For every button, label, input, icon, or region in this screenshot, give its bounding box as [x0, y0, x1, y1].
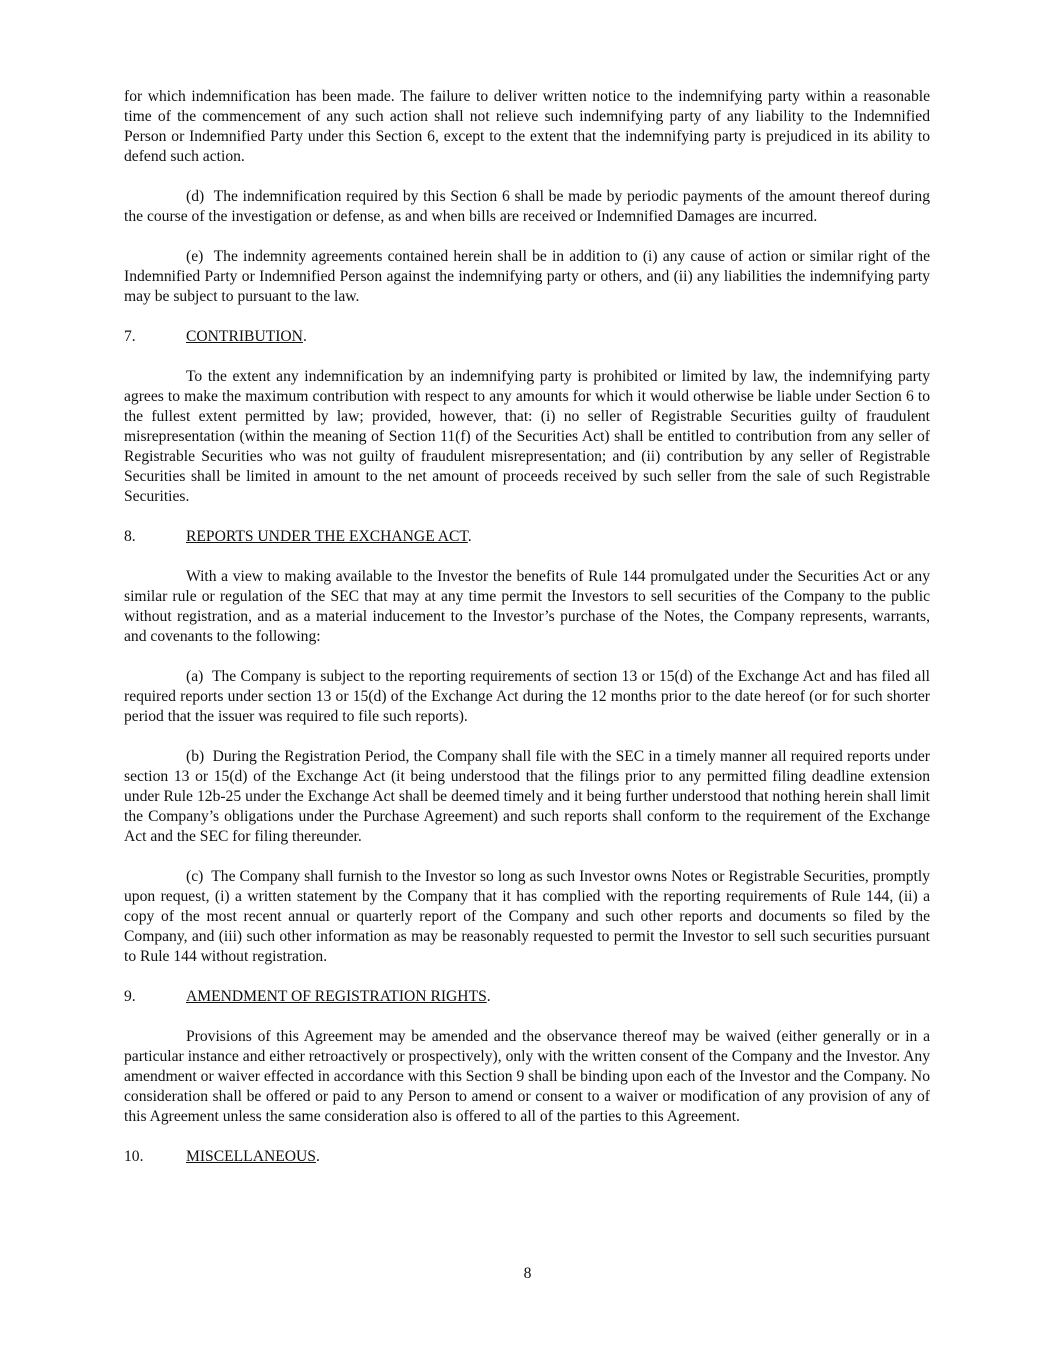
document-page: [124, 87, 930, 1187]
section-7-number: 7.: [124, 328, 136, 345]
paragraph-6e: (e) The indemnity agreements contained herein shall be in addition to (i) any cause of action or similar right of the Indemnified Party or Indemnified Person against the indemnifying party or others, and (ii) any liabilities the indemnifying party may be subject to pursuant to the law.: [124, 248, 930, 305]
section-8-heading: [124, 527, 930, 547]
section-9-title-suffix: .: [486, 988, 491, 1005]
paragraph-9: Provisions of this Agreement may be amended and the observance thereof may be waived (either generally or in a particular instance and either retroactively or prospectively), only with the written consent of the Company and the Investor. Any amendment or waiver effected in accordance with this Section 9 shall be binding upon each of the Investor and the Company. No consideration shall be offered or paid to any Person to amend or consent to a waiver or modification of any provision of any of this Agreement unless the same consideration also is offered to all of the parties to this Agreement.: [124, 1028, 930, 1125]
section-7-title: CONTRIBUTION: [186, 328, 303, 345]
paragraph-6c-continuation: for which indemnification has been made. The failure to deliver written notice to the indemnifying party within a reasonable time of the commencement of any such action shall not relieve such indemnifying party of any liability to the Indemnified Person or Indemnified Party under this Section 6, except to the extent that the indemnifying party is prejudiced in its ability to defend such action.: [124, 88, 930, 165]
paragraph-8b: (b) During the Registration Period, the Company shall file with the SEC in a timely manner all required reports under section 13 or 15(d) of the Exchange Act (it being understood that the filings prior to any permitted filing deadline extension under Rule 12b-25 under the Exchange Act shall be deemed timely and it being further understood that nothing herein shall limit the Company’s obligations under the Purchase Agreement) and such reports shall conform to the requirement of the Exchange Act and the SEC for filing thereunder.: [124, 748, 930, 845]
section-9-title: AMENDMENT OF REGISTRATION RIGHTS: [186, 988, 487, 1005]
section-7-heading: [124, 327, 930, 347]
paragraph-8c: (c) The Company shall furnish to the Investor so long as such Investor owns Notes or Registrable Securities, promptly upon request, (i) a written statement by the Company that it has complied with the reporting requirements of Rule 144, (ii) a copy of the most recent annual or quarterly report of the Company and such other reports and documents so filed by the Company, and (iii) such other information as may be reasonably requested to permit the Investor to sell such securities pursuant to Rule 144 without registration.: [124, 868, 930, 965]
section-8-title: REPORTS UNDER THE EXCHANGE ACT: [186, 528, 468, 545]
section-9-number: 9.: [124, 988, 136, 1005]
section-10-title: MISCELLANEOUS: [186, 1148, 316, 1165]
paragraph-7: To the extent any indemnification by an indemnifying party is prohibited or limited by law, the indemnifying party agrees to make the maximum contribution with respect to any amounts for which it would otherwise be liable under Section 6 to the fullest extent permitted by law; provided, however, that: (i) no seller of Registrable Securities guilty of fraudulent misrepresentation (within the meaning of Section 11(f) of the Securities Act) shall be entitled to contribution from any seller of Registrable Securities who was not guilty of fraudulent misrepresentation; and (ii) contribution by any seller of Registrable Securities shall be limited in amount to the net amount of proceeds received by such seller from the sale of such Registrable Securities.: [124, 368, 930, 505]
section-7-title-suffix: .: [302, 328, 307, 345]
section-10-title-suffix: .: [315, 1148, 320, 1165]
paragraph-8: With a view to making available to the Investor the benefits of Rule 144 promulgated under the Securities Act or any similar rule or regulation of the SEC that may at any time permit the Investors to sell securities of the Company to the public without registration, and as a material inducement to the Investor’s purchase of the Notes, the Company represents, warrants, and covenants to the following:: [124, 568, 930, 645]
paragraph-6d: (d) The indemnification required by this Section 6 shall be made by periodic payments of the amount thereof during the course of the investigation or defense, as and when bills are received or Indemnified Damages are incurred.: [124, 188, 930, 225]
paragraph-8a: (a) The Company is subject to the reporting requirements of section 13 or 15(d) of the Exchange Act and has filed all required reports under section 13 or 15(d) of the Exchange Act during the 12 months prior to the date hereof (or for such shorter period that the issuer was required to file such reports).: [124, 668, 930, 725]
section-8-number: 8.: [124, 528, 136, 545]
section-9-heading: [124, 987, 930, 1007]
page-number: 8: [523, 1265, 532, 1282]
section-10-number: 10.: [124, 1148, 144, 1165]
section-10-heading: [124, 1147, 930, 1167]
section-8-title-suffix: .: [467, 528, 472, 545]
